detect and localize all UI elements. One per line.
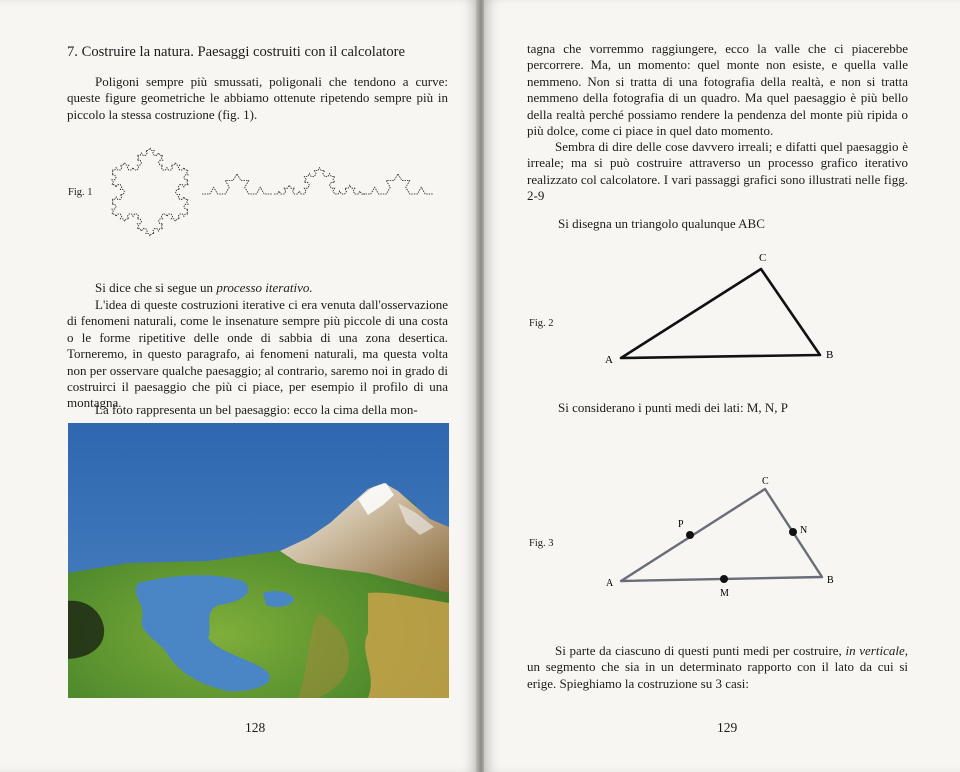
vertex-b-label: B [826,349,834,361]
fig1-label: Fig. 1 [68,187,93,198]
left-page [0,0,478,772]
point-n-label: N [800,525,808,536]
vertex-a-label: A [606,578,614,589]
koch-curve-small [202,174,272,194]
vertex-c-label: C [762,476,769,487]
nature-paragraph: L'idea di queste costruzioni iterative ci era venuta dall'osservazione di fenomeni naturali, come le insenature sempre più piccole di una costa o le forme ripetitive delle onde di sabbia di una zona desertica. Torneremo, in questo paragrafo, ai fenomeni naturali, ma questa volta non per osservare qualche paesaggio; al contrario, saremo noi in grado di costruirci il paesaggio che più ci piace, per esempio il profilo di una montagna. [67,297,448,411]
koch-curves [112,148,433,236]
fig2-triangle [584,245,944,375]
koch-fractal-figure [90,130,450,250]
koch-snowflake [112,148,188,236]
left-page-number: 128 [245,720,266,735]
closing-paragraph [527,643,908,692]
fig2-label: Fig. 2 [529,318,554,329]
section-heading: 7. Costruire la natura. Paesaggi costruiti con il calcolatore [67,44,405,60]
fig2-caption: Si disegna un triangolo qualunque ABC [558,216,765,231]
iterative-term: processo iterativo. [216,280,313,295]
fig3-caption: Si considerano i punti medi dei lati: M, N, P [558,400,789,415]
closing-lead: Si parte da ciascuno di questi punti medi per costruire, [555,643,846,658]
vertex-a-label: A [605,354,613,366]
vertex-b-label: B [827,575,834,586]
continuation-paragraph: tagna che vorremmo raggiungere, ecco la valle che ci piacerebbe percorrere. Ma, un momento: quel monte non esiste, e quella valle nemmeno. Non si tratta di una fotografia della realtà, e non si tratta nemmeno della fotografia di un quadro. Ma quel paesaggio è più bello della realtà perché possiamo rendere la pendenza del monte più ripida o più dolce, come ci piace in quel dato momento. [527,41,908,139]
right-page-number: 129 [717,720,738,735]
closing-italic: in verticale [845,643,905,658]
iterative-lead: Si dice che si segue un [95,280,217,295]
fig3-label: Fig. 3 [529,538,554,549]
triangle-abc [621,269,820,358]
vertex-c-label: C [759,252,767,264]
midpoint-p-dot [686,531,694,539]
closing-tail: , un segmento che sia in un determinato rapporto con il lato da cui si erige. Spieghiamo la costruzione su 3 casi: [527,643,908,691]
point-p-label: P [678,519,684,530]
fractal-landscape-photo [68,423,449,698]
koch-curve-large [274,168,365,194]
koch-curve-right [363,174,433,194]
fig3-triangle [584,470,944,610]
right-page [484,0,960,772]
iterative-paragraph [67,280,448,296]
midpoint-m-dot [720,575,728,583]
midpoint-n-dot [789,528,797,536]
unreal-paragraph: Sembra di dire delle cose davvero irreali; e difatti quel paesaggio è irreale; ma si può costruire attraverso un processo grafico iterativo realizzato col calcolatore. I vari passaggi grafici sono illustrati nelle figg. 2-9 [527,139,908,204]
intro-paragraph: Poligoni sempre più smussati, poligonali che tendono a curve: queste figure geometriche le abbiamo ottenute ripetendo sempre più in piccolo la stessa costruzione (fig. 1). [67,74,448,122]
point-m-label: M [720,588,729,599]
photo-lead-paragraph: La foto rappresenta un bel paesaggio: ecco la cima della mon- [95,402,418,417]
